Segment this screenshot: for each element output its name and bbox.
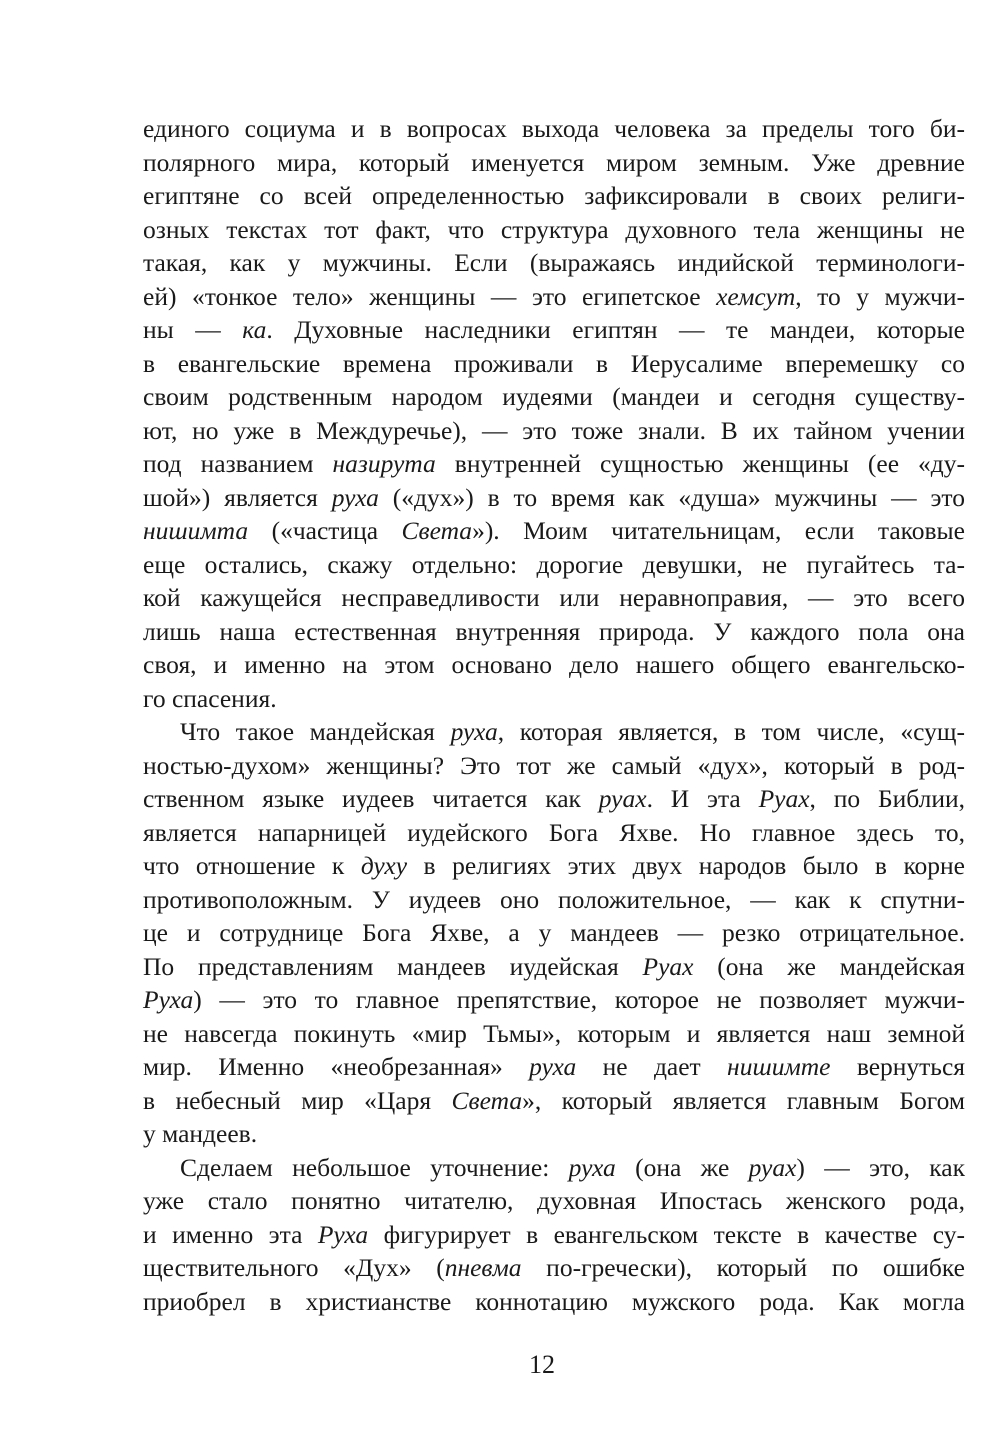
text-run: , по Библии, [809,784,966,813]
text-line [143,749,965,783]
text-line [143,280,965,314]
text-line [143,782,965,816]
text-run: , которая является, в том числе, «сущ- [497,717,965,746]
text-run: вернуться [830,1052,965,1081]
italic-term: назирута [332,449,436,478]
text-run: в религиях этих двух народов было в корне [407,851,966,880]
italic-term: нишимта [143,516,249,545]
text-line [143,514,965,548]
italic-term: Руха [143,985,194,1014]
text-run: приобрел в христианстве коннотацию мужского рода. Как могла [143,1286,965,1316]
italic-term: Света [401,516,473,545]
text-run: ) — это, как [796,1152,965,1182]
page-number: 12 [529,1350,555,1379]
text-run: ей) «тонкое тело» женщины — это египетское [143,281,717,311]
text-run: полярного мира, который именуется миром земным. Уже древние [143,147,965,177]
text-run: не навсегда покинуть «мир Тьмы», которым и является наш земной [143,1018,965,1048]
italic-term: нишимте [727,1052,831,1081]
italic-term: хемсут [716,281,796,311]
text-run: озных текстах тот факт, что структура духовного тела женщины не [143,214,965,244]
text-run: ственном языке иудеев читается как [143,784,599,813]
text-run: ) — это то главное препятствие, которое не позволяет мужчи- [193,985,965,1014]
text-run: ют, но уже в Междуречье), — это тоже знали. В их тайном учении [143,415,965,445]
text-run: фигурирует в евангельском тексте в качестве су- [368,1219,965,1249]
text-run: в евангельские времена проживали в Иерусалиме вперемешку со [143,348,965,378]
text-run: своя, и именно на этом основано дело нашего общего евангельско- [143,650,965,679]
italic-term: руха [450,717,498,746]
italic-term: Руах [642,951,694,981]
italic-term: Света [451,1085,523,1115]
italic-term: руах [748,1152,797,1182]
text-line [143,414,965,448]
page-body-text [143,112,965,1318]
text-run: », который является главным Богом [522,1085,965,1115]
italic-term: руха [529,1052,577,1081]
text-line [143,213,965,247]
text-run: мир. Именно «необрезанная» [143,1052,530,1081]
text-run: является напарницей иудейского Бога Яхве. Но главное здесь то, [143,817,965,847]
text-run: уже стало понятно читателю, духовная Ипостась женского рода, [143,1186,965,1215]
text-run: , то у мужчи- [795,281,965,311]
text-run: и именно эта [143,1219,318,1249]
text-run: . И эта [646,784,759,813]
text-run: »). Моим читательницам, если таковые [472,516,965,545]
text-run: не дает [576,1052,728,1081]
text-run: противоположным. У иудеев оно положительное, — как к спутни- [143,884,965,914]
text-line [143,615,965,649]
text-run: что отношение к [143,851,361,880]
text-line [143,447,965,481]
text-run: египтяне со всей определенностью зафиксировали в своих религи- [143,181,965,210]
text-run: внутренней сущностью женщины (ее «ду- [435,449,965,478]
text-run: еще остались, скажу отдельно: дорогие девушки, не пугайтесь та- [143,549,965,579]
text-line [143,179,965,213]
italic-term: Руах [758,784,810,813]
text-line [143,983,965,1017]
text-line [143,816,965,850]
paragraph [143,1151,965,1319]
text-line [143,481,965,515]
text-run: кой кажущейся несправедливости или неравноправия, — это всего [143,583,965,612]
text-run: ны — [143,315,243,344]
italic-term: руха [568,1152,616,1182]
text-line [143,581,965,615]
text-run: по-гречески), который по ошибке [521,1253,965,1282]
text-line [143,1151,965,1185]
text-line [143,347,965,381]
text-run: (она же [615,1152,749,1182]
text-run: . Духовные наследники египтян — те мандеи, которые [266,315,966,344]
text-run: Что такое мандейская [180,717,451,746]
italic-term: Руха [317,1219,369,1249]
text-run: ществительного «Дух» ( [143,1253,445,1282]
italic-term: духу [360,851,408,880]
text-line [143,1285,965,1319]
text-run: единого социума и в вопросах выхода человека за пределы того би- [143,114,965,143]
text-line [143,1117,965,1151]
text-line [143,313,965,347]
text-run: Сделаем небольшое уточнение: [180,1152,569,1182]
text-line [143,849,965,883]
text-run: По представлениям мандеев иудейская [143,951,643,981]
text-run: у мандеев. [143,1119,258,1148]
text-line [143,548,965,582]
text-line [143,715,965,749]
text-run: шой») является [143,482,332,512]
paragraph [143,715,965,1151]
text-line [143,1017,965,1051]
text-line [143,246,965,280]
text-line [143,1251,965,1285]
text-run: лишь наша естественная внутренняя природа. У каждого пола она [143,616,965,646]
text-line [143,1050,965,1084]
italic-term: руах [598,784,647,813]
text-line [143,1084,965,1118]
text-line [143,916,965,950]
text-run: («дух») в то время как «душа» мужчины — это [378,482,965,512]
text-line [143,1218,965,1252]
italic-term: пневма [444,1253,522,1282]
text-line [143,883,965,917]
text-line [143,950,965,984]
text-run: в небесный мир «Царя [143,1085,452,1115]
text-run: це и сотруднице Бога Яхве, а у мандеев — резко отрицательное. [143,918,965,947]
text-run: го спасения. [143,683,277,713]
text-run: ностью-духом» женщины? Это тот же самый «дух», который в род- [143,750,965,780]
text-run: (она же мандейская [693,951,965,981]
text-line [143,682,965,716]
text-line [143,146,965,180]
text-run: такая, как у мужчины. Если (выражаясь индийской терминологи- [143,248,965,277]
text-line [143,648,965,682]
text-line [143,1184,965,1218]
text-run: своим родственным народом иудеями (мандеи и сегодня существу- [143,382,965,411]
paragraph [143,112,965,715]
text-run: («частица [248,516,402,545]
text-line [143,380,965,414]
italic-term: руха [331,482,379,512]
italic-term: ка [242,315,267,344]
text-line [143,112,965,146]
text-run: под названием [143,449,333,478]
